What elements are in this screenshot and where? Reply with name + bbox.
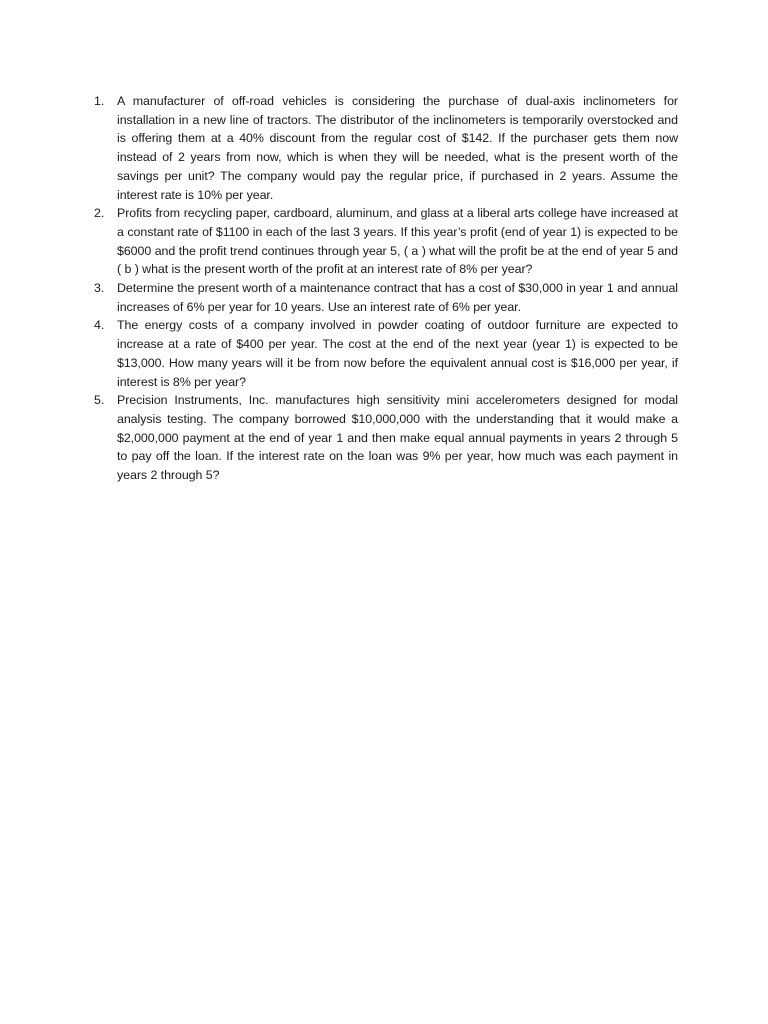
problem-list	[94, 92, 678, 485]
problem-number: 4.	[94, 318, 105, 333]
problem-item-5	[94, 391, 678, 485]
problem-number: 5.	[94, 393, 105, 408]
problem-number: 3.	[94, 281, 105, 296]
problem-number: 1.	[94, 94, 105, 108]
problem-text: A manufacturer of off-road vehicles is considering the purchase of dual-axis inclinometers for installation in a new line of tractors. The distributor of the inclinometers is temporarily overstocked and is offering them at a 40% discount from the regular cost of $142. If the purchaser gets them now instead of 2 years from now, which is when they will be needed, what is the present worth of the savings per unit? The company would pay the regular price, if purchased in 2 years. Assume the interest rate is 10% per year.	[117, 94, 678, 202]
problem-text: The energy costs of a company involved in powder coating of outdoor furniture are expected to increase at a rate of $400 per year. The cost at the end of the next year (year 1) is expected to be $13,000. How many years will it be from now before the equivalent annual cost is $16,000 per year, if interest is 8% per year?	[117, 318, 678, 389]
problem-item-4	[94, 316, 678, 391]
problem-text: Profits from recycling paper, cardboard, aluminum, and glass at a liberal arts college have increased at a constant rate of $1100 in each of the last 3 years. If this year’s profit (end of year 1) is expected to be $6000 and the profit trend continues through year 5, ( a ) what will the profit be at the end of year 5 and ( b ) what is the present worth of the profit at an interest rate of 8% per year?	[117, 206, 678, 277]
problem-item-2	[94, 204, 678, 279]
problem-text: Precision Instruments, Inc. manufactures high sensitivity mini accelerometers designed for modal analysis testing. The company borrowed $10,000,000 with the understanding that it would make a $2,000,000 payment at the end of year 1 and then make equal annual payments in years 2 through 5 to pay off the loan. If the interest rate on the loan was 9% per year, how much was each payment in years 2 through 5?	[117, 393, 678, 483]
problem-item-1	[94, 92, 678, 204]
problem-item-3	[94, 279, 678, 316]
problem-text: Determine the present worth of a maintenance contract that has a cost of $30,000 in year 1 and annual increases of 6% per year for 10 years. Use an interest rate of 6% per year.	[117, 281, 678, 314]
problem-number: 2.	[94, 206, 105, 221]
